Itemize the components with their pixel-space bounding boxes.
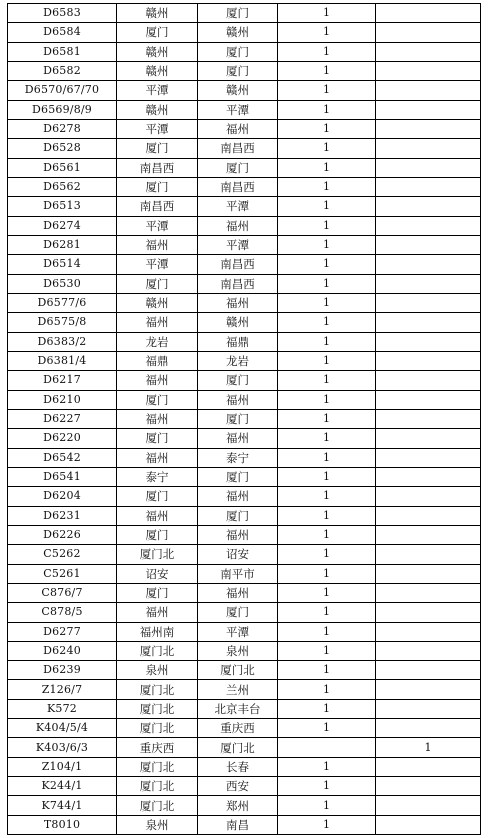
table-row — [8, 293, 481, 312]
count-cell-1: 1 — [278, 603, 376, 622]
table-row — [8, 332, 481, 351]
count-cell-1: 1 — [278, 467, 376, 486]
destination-station-cell: 厦门 — [198, 158, 278, 177]
table-row — [8, 351, 481, 370]
destination-station-cell: 诏安 — [198, 545, 278, 564]
table-row — [8, 622, 481, 641]
count-cell-2 — [376, 293, 481, 312]
destination-station-cell: 平潭 — [198, 235, 278, 254]
count-cell-2 — [376, 81, 481, 100]
table-row — [8, 641, 481, 660]
train-number-cell: D6575/8 — [8, 313, 117, 332]
count-cell-1: 1 — [278, 699, 376, 718]
destination-station-cell: 泉州 — [198, 641, 278, 660]
count-cell-2 — [376, 506, 481, 525]
table-row — [8, 448, 481, 467]
train-number-cell: Z126/7 — [8, 680, 117, 699]
table-row — [8, 139, 481, 158]
count-cell-1: 1 — [278, 255, 376, 274]
count-cell-1: 1 — [278, 81, 376, 100]
count-cell-2 — [376, 564, 481, 583]
train-number-cell: K244/1 — [8, 777, 117, 796]
count-cell-1: 1 — [278, 177, 376, 196]
destination-station-cell: 福州 — [198, 429, 278, 448]
count-cell-1: 1 — [278, 216, 376, 235]
count-cell-2 — [376, 313, 481, 332]
table-row — [8, 409, 481, 428]
train-number-cell: D6239 — [8, 661, 117, 680]
table-row — [8, 796, 481, 815]
destination-station-cell: 兰州 — [198, 680, 278, 699]
count-cell-1: 1 — [278, 390, 376, 409]
origin-station-cell: 赣州 — [117, 4, 198, 23]
destination-station-cell: 福州 — [198, 487, 278, 506]
count-cell-2 — [376, 332, 481, 351]
table-row — [8, 158, 481, 177]
destination-station-cell: 西安 — [198, 777, 278, 796]
train-number-cell: Z104/1 — [8, 757, 117, 776]
train-number-cell: D6582 — [8, 61, 117, 80]
destination-station-cell: 赣州 — [198, 81, 278, 100]
table-row — [8, 197, 481, 216]
origin-station-cell: 福州 — [117, 603, 198, 622]
count-cell-2 — [376, 100, 481, 119]
train-number-cell: T8010 — [8, 815, 117, 834]
origin-station-cell: 厦门北 — [117, 796, 198, 815]
count-cell-1: 1 — [278, 429, 376, 448]
table-row — [8, 390, 481, 409]
train-number-cell: D6584 — [8, 23, 117, 42]
train-number-cell: D6530 — [8, 274, 117, 293]
count-cell-2 — [376, 274, 481, 293]
origin-station-cell: 福州 — [117, 506, 198, 525]
destination-station-cell: 厦门 — [198, 603, 278, 622]
origin-station-cell: 福州 — [117, 371, 198, 390]
count-cell-1: 1 — [278, 197, 376, 216]
train-number-cell: C878/5 — [8, 603, 117, 622]
count-cell-1: 1 — [278, 796, 376, 815]
count-cell-1: 1 — [278, 332, 376, 351]
table-row — [8, 23, 481, 42]
table-row — [8, 81, 481, 100]
count-cell-1: 1 — [278, 583, 376, 602]
origin-station-cell: 厦门北 — [117, 699, 198, 718]
train-number-cell: K403/6/3 — [8, 738, 117, 757]
destination-station-cell: 福州 — [198, 119, 278, 138]
destination-station-cell: 福州 — [198, 525, 278, 544]
count-cell-2 — [376, 757, 481, 776]
table-row — [8, 274, 481, 293]
origin-station-cell: 厦门 — [117, 23, 198, 42]
origin-station-cell: 厦门 — [117, 390, 198, 409]
count-cell-1: 1 — [278, 100, 376, 119]
count-cell-2 — [376, 545, 481, 564]
destination-station-cell: 赣州 — [198, 313, 278, 332]
table-row — [8, 680, 481, 699]
origin-station-cell: 厦门 — [117, 429, 198, 448]
origin-station-cell: 厦门北 — [117, 777, 198, 796]
count-cell-2 — [376, 409, 481, 428]
table-row — [8, 757, 481, 776]
origin-station-cell: 赣州 — [117, 293, 198, 312]
train-schedule-table — [7, 3, 481, 835]
count-cell-2 — [376, 255, 481, 274]
destination-station-cell: 南昌 — [198, 815, 278, 834]
table-row — [8, 738, 481, 757]
table-row — [8, 429, 481, 448]
count-cell-2 — [376, 603, 481, 622]
origin-station-cell: 厦门 — [117, 487, 198, 506]
table-row — [8, 100, 481, 119]
count-cell-1: 1 — [278, 313, 376, 332]
origin-station-cell: 平潭 — [117, 216, 198, 235]
train-number-cell: D6278 — [8, 119, 117, 138]
origin-station-cell: 福鼎 — [117, 351, 198, 370]
count-cell-1: 1 — [278, 409, 376, 428]
origin-station-cell: 厦门 — [117, 583, 198, 602]
count-cell-1: 1 — [278, 23, 376, 42]
table-row — [8, 119, 481, 138]
table-row — [8, 467, 481, 486]
count-cell-2 — [376, 61, 481, 80]
count-cell-1: 1 — [278, 4, 376, 23]
train-number-cell: D6528 — [8, 139, 117, 158]
destination-station-cell: 福州 — [198, 390, 278, 409]
origin-station-cell: 福州 — [117, 235, 198, 254]
count-cell-2 — [376, 177, 481, 196]
origin-station-cell: 龙岩 — [117, 332, 198, 351]
count-cell-1: 1 — [278, 564, 376, 583]
table-row — [8, 564, 481, 583]
train-number-cell: C5261 — [8, 564, 117, 583]
destination-station-cell: 南昌西 — [198, 274, 278, 293]
train-number-cell: D6240 — [8, 641, 117, 660]
count-cell-2 — [376, 699, 481, 718]
train-number-cell: D6561 — [8, 158, 117, 177]
train-number-cell: D6226 — [8, 525, 117, 544]
destination-station-cell: 长春 — [198, 757, 278, 776]
count-cell-1: 1 — [278, 757, 376, 776]
count-cell-2 — [376, 23, 481, 42]
table-row — [8, 815, 481, 834]
count-cell-2 — [376, 777, 481, 796]
train-number-cell: D6277 — [8, 622, 117, 641]
train-number-cell: D6231 — [8, 506, 117, 525]
count-cell-1: 1 — [278, 719, 376, 738]
count-cell-2 — [376, 216, 481, 235]
train-number-cell: D6220 — [8, 429, 117, 448]
count-cell-1: 1 — [278, 641, 376, 660]
count-cell-1: 1 — [278, 661, 376, 680]
table-row — [8, 371, 481, 390]
count-cell-1: 1 — [278, 545, 376, 564]
train-number-cell: C5262 — [8, 545, 117, 564]
destination-station-cell: 厦门 — [198, 4, 278, 23]
count-cell-2 — [376, 448, 481, 467]
destination-station-cell: 重庆西 — [198, 719, 278, 738]
train-number-cell: K744/1 — [8, 796, 117, 815]
schedule-body — [8, 4, 481, 835]
destination-station-cell: 厦门 — [198, 42, 278, 61]
table-row — [8, 661, 481, 680]
train-number-cell: D6570/67/70 — [8, 81, 117, 100]
destination-station-cell: 郑州 — [198, 796, 278, 815]
destination-station-cell: 南平市 — [198, 564, 278, 583]
table-row — [8, 177, 481, 196]
destination-station-cell: 福州 — [198, 216, 278, 235]
table-row — [8, 61, 481, 80]
table-row — [8, 4, 481, 23]
count-cell-1: 1 — [278, 777, 376, 796]
origin-station-cell: 泉州 — [117, 661, 198, 680]
destination-station-cell: 厦门 — [198, 409, 278, 428]
origin-station-cell: 诏安 — [117, 564, 198, 583]
train-number-cell: K404/5/4 — [8, 719, 117, 738]
destination-station-cell: 赣州 — [198, 23, 278, 42]
destination-station-cell: 平潭 — [198, 622, 278, 641]
destination-station-cell: 平潭 — [198, 197, 278, 216]
table-row — [8, 719, 481, 738]
table-row — [8, 545, 481, 564]
origin-station-cell: 南昌西 — [117, 158, 198, 177]
train-number-cell: D6227 — [8, 409, 117, 428]
count-cell-2 — [376, 680, 481, 699]
destination-station-cell: 平潭 — [198, 100, 278, 119]
count-cell-1: 1 — [278, 351, 376, 370]
count-cell-1: 1 — [278, 371, 376, 390]
destination-station-cell: 南昌西 — [198, 139, 278, 158]
origin-station-cell: 厦门北 — [117, 719, 198, 738]
count-cell-2 — [376, 390, 481, 409]
train-number-cell: D6514 — [8, 255, 117, 274]
count-cell-2 — [376, 42, 481, 61]
count-cell-2 — [376, 197, 481, 216]
table-row — [8, 216, 481, 235]
count-cell-2 — [376, 641, 481, 660]
count-cell-2 — [376, 661, 481, 680]
destination-station-cell: 厦门 — [198, 467, 278, 486]
count-cell-1: 1 — [278, 119, 376, 138]
destination-station-cell: 北京丰台 — [198, 699, 278, 718]
count-cell-1 — [278, 738, 376, 757]
train-number-cell: D6513 — [8, 197, 117, 216]
origin-station-cell: 赣州 — [117, 61, 198, 80]
count-cell-1: 1 — [278, 448, 376, 467]
origin-station-cell: 平潭 — [117, 119, 198, 138]
train-number-cell: D6577/6 — [8, 293, 117, 312]
count-cell-2 — [376, 583, 481, 602]
destination-station-cell: 南昌西 — [198, 255, 278, 274]
count-cell-2 — [376, 371, 481, 390]
origin-station-cell: 厦门 — [117, 525, 198, 544]
origin-station-cell: 南昌西 — [117, 197, 198, 216]
count-cell-1: 1 — [278, 487, 376, 506]
count-cell-1: 1 — [278, 293, 376, 312]
origin-station-cell: 福州南 — [117, 622, 198, 641]
destination-station-cell: 厦门 — [198, 61, 278, 80]
table-row — [8, 699, 481, 718]
table-row — [8, 313, 481, 332]
count-cell-1: 1 — [278, 139, 376, 158]
count-cell-1: 1 — [278, 680, 376, 699]
count-cell-2 — [376, 158, 481, 177]
train-number-cell: D6274 — [8, 216, 117, 235]
count-cell-2 — [376, 429, 481, 448]
count-cell-1: 1 — [278, 235, 376, 254]
count-cell-2 — [376, 487, 481, 506]
count-cell-1: 1 — [278, 274, 376, 293]
count-cell-2 — [376, 139, 481, 158]
count-cell-2 — [376, 4, 481, 23]
train-number-cell: D6581 — [8, 42, 117, 61]
destination-station-cell: 泰宁 — [198, 448, 278, 467]
origin-station-cell: 厦门 — [117, 177, 198, 196]
table-row — [8, 255, 481, 274]
train-number-cell: D6281 — [8, 235, 117, 254]
destination-station-cell: 厦门 — [198, 506, 278, 525]
origin-station-cell: 厦门北 — [117, 680, 198, 699]
origin-station-cell: 福州 — [117, 448, 198, 467]
train-number-cell: D6569/8/9 — [8, 100, 117, 119]
origin-station-cell: 赣州 — [117, 42, 198, 61]
origin-station-cell: 平潭 — [117, 255, 198, 274]
count-cell-1: 1 — [278, 506, 376, 525]
train-number-cell: K572 — [8, 699, 117, 718]
train-number-cell: D6541 — [8, 467, 117, 486]
table-row — [8, 235, 481, 254]
train-number-cell: D6210 — [8, 390, 117, 409]
table-row — [8, 603, 481, 622]
count-cell-2 — [376, 525, 481, 544]
destination-station-cell: 龙岩 — [198, 351, 278, 370]
destination-station-cell: 福州 — [198, 293, 278, 312]
destination-station-cell: 福州 — [198, 583, 278, 602]
origin-station-cell: 赣州 — [117, 100, 198, 119]
train-number-cell: C876/7 — [8, 583, 117, 602]
table-row — [8, 777, 481, 796]
origin-station-cell: 泉州 — [117, 815, 198, 834]
train-number-cell: D6217 — [8, 371, 117, 390]
table-row — [8, 583, 481, 602]
origin-station-cell: 福州 — [117, 313, 198, 332]
count-cell-2 — [376, 796, 481, 815]
destination-station-cell: 厦门北 — [198, 661, 278, 680]
destination-station-cell: 厦门北 — [198, 738, 278, 757]
count-cell-1: 1 — [278, 61, 376, 80]
count-cell-2 — [376, 235, 481, 254]
count-cell-2: 1 — [376, 738, 481, 757]
train-number-cell: D6542 — [8, 448, 117, 467]
count-cell-2 — [376, 119, 481, 138]
table-row — [8, 525, 481, 544]
origin-station-cell: 平潭 — [117, 81, 198, 100]
table-row — [8, 506, 481, 525]
table-row — [8, 487, 481, 506]
count-cell-1: 1 — [278, 815, 376, 834]
origin-station-cell: 厦门北 — [117, 545, 198, 564]
origin-station-cell: 厦门北 — [117, 757, 198, 776]
count-cell-1: 1 — [278, 158, 376, 177]
table-row — [8, 42, 481, 61]
origin-station-cell: 福州 — [117, 409, 198, 428]
origin-station-cell: 厦门北 — [117, 641, 198, 660]
destination-station-cell: 福鼎 — [198, 332, 278, 351]
train-number-cell: D6562 — [8, 177, 117, 196]
count-cell-2 — [376, 815, 481, 834]
count-cell-2 — [376, 719, 481, 738]
train-number-cell: D6204 — [8, 487, 117, 506]
train-number-cell: D6383/2 — [8, 332, 117, 351]
destination-station-cell: 南昌西 — [198, 177, 278, 196]
train-number-cell: D6381/4 — [8, 351, 117, 370]
count-cell-1: 1 — [278, 622, 376, 641]
origin-station-cell: 泰宁 — [117, 467, 198, 486]
origin-station-cell: 厦门 — [117, 139, 198, 158]
count-cell-2 — [376, 622, 481, 641]
origin-station-cell: 重庆西 — [117, 738, 198, 757]
train-number-cell: D6583 — [8, 4, 117, 23]
count-cell-1: 1 — [278, 525, 376, 544]
destination-station-cell: 厦门 — [198, 371, 278, 390]
count-cell-2 — [376, 467, 481, 486]
count-cell-1: 1 — [278, 42, 376, 61]
count-cell-2 — [376, 351, 481, 370]
origin-station-cell: 厦门 — [117, 274, 198, 293]
